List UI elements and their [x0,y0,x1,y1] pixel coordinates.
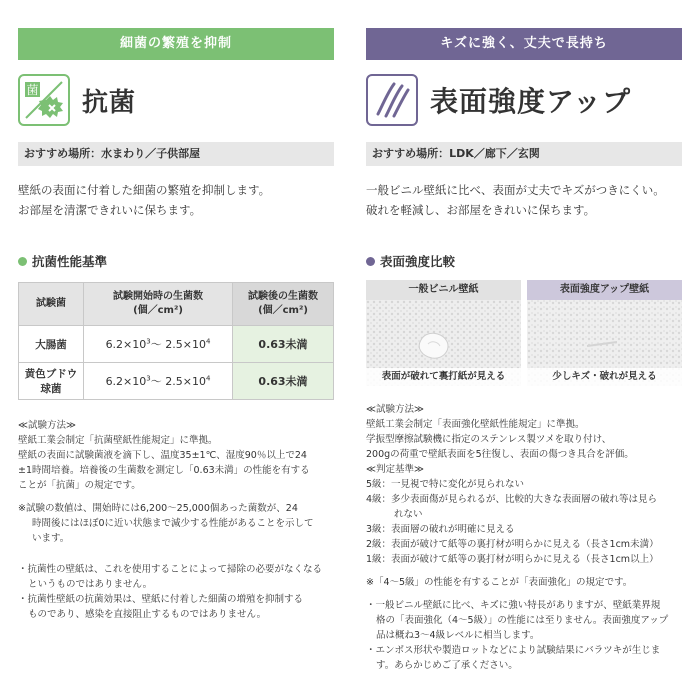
sample-caption: 少しキズ・破れが見える [527,368,682,386]
bullet-dot-icon [18,257,27,266]
header-unit: (個／cm²) [133,305,183,316]
bullet-line: 格の「表面強化（4～5級）」の性能には至りません。表面強度アップ [376,615,669,626]
bacteria-name: 黄色ブドウ球菌 [19,363,84,400]
sample-header: 表面強度アップ壁紙 [527,280,682,300]
header-text: 試験開始時の生菌数 [113,291,203,302]
bullet-line: 品は概ね3～4級レベルに相当します。 [376,630,540,641]
note-line: 時間後にはほぼ0に近い状態まで減少する性能があることを示して [32,518,314,529]
header-unit: (個／cm²) [258,305,308,316]
section-title: 表面強度比較 [380,254,456,269]
method-line: 200gの荷重で壁紙表面を5往復し、表面の傷つき具合を評価。 [366,449,634,460]
surface-compare [366,280,682,386]
method-line: ±1時間培養。培養後の生菌数を測定し「0.63未満」の性能を有する [18,465,310,476]
sample-strength-up [527,280,682,386]
start-count: $6.2\times 10^3\sim$ $2.5\times 10^4$ [84,326,233,363]
antibacterial-column [18,0,334,622]
surface-strength-title-row [366,72,682,128]
table-row [19,326,334,363]
bullet-line: ・エンボス形状や製造ロットなどにより試験結果にバラツキが生じま [366,645,661,656]
grade-line: 2級：表面が破けて紙等の裏打材が明らかに見える（長さ1cm未満） [366,539,659,550]
after-count: 0.63未満 [233,363,334,400]
method-heading: ≪試験方法≫ [366,404,424,415]
header-text: 試験後の生菌数 [248,291,318,302]
bullet-dot-icon [366,257,375,266]
bullet-line: す。あらかじめご了承ください。 [376,660,518,671]
table-row [19,363,334,400]
grade-line: 4級：多少表面傷が見られるが、比較的大きな表面層の破れ等は見ら [366,494,658,505]
note-line: います。 [32,533,70,544]
surface-strength-notes [366,402,682,673]
surface-strength-recommend: おすすめ場所：LDK／廊下／玄関 [366,142,682,166]
surface-strength-column [366,0,682,673]
method-line: 壁紙工業会制定「表面強化壁紙性能規定」に準拠。 [366,419,585,430]
desc-line: 壁紙の表面に付着した細菌の繁殖を抑制します。 [18,183,271,197]
desc-line: 破れを軽減し、お部屋をきれいに保ちます。 [366,203,596,217]
scratch-icon [366,74,418,126]
grade-line: 1級：表面が破けて紙等の裏打材が明らかに見える（長さ1cm以上） [366,554,659,565]
grade-line: れない [394,509,423,520]
bullet-line: ・抗菌性壁紙の抗菌効果は、壁紙に付着した細菌の増殖を抑制する [18,594,304,605]
surface-strength-banner: キズに強く、丈夫で長持ち [366,28,682,60]
desc-line: お部屋を清潔できれいに保ちます。 [18,203,202,217]
bullet-line: ・抗菌性の壁紙は、これを使用することによって掃除の必要がなくなる [18,564,323,575]
sample-header: 一般ビニル壁紙 [366,280,521,300]
antibacterial-icon-label: 菌 [26,83,39,97]
section-title: 抗菌性能基準 [32,254,108,269]
header-test-bacteria: 試験菌 [19,283,84,326]
table-header-row [19,283,334,326]
method-line: ことが「抗菌」の規定です。 [18,480,141,491]
bacteria-name: 大腸菌 [19,326,84,363]
note-line: ※「4～5級」の性能を有することが「表面強化」の規定です。 [366,577,633,588]
desc-line: 一般ビニル壁紙に比べ、表面が丈夫でキズがつきにくい。 [366,183,665,197]
method-line: 壁紙の表面に試験菌液を滴下し、温度35±1℃、湿度90％以上で24 [18,450,307,461]
note-line: ※試験の数値は、開始時には6,200～25,000個あった菌数が、24 [18,503,298,514]
antibacterial-table [18,282,334,400]
method-line: 壁紙工業会制定「抗菌壁紙性能規定」に準拠。 [18,435,218,446]
bullet-line: というものではありません。 [28,579,153,590]
method-heading: ≪試験方法≫ [18,420,76,431]
surface-strength-description [366,180,682,220]
after-count: 0.63未満 [233,326,334,363]
header-after-count [233,283,334,326]
antibacterial-title: 抗菌 [82,87,137,118]
sample-image-scratched [527,300,682,386]
antibacterial-recommend: おすすめ場所：水まわり／子供部屋 [18,142,334,166]
header-start-count [84,283,233,326]
surface-strength-compare-heading [366,252,682,270]
bullet-line: ・一般ビニル壁紙に比べ、キズに強い特長がありますが、壁紙業界規 [366,600,661,611]
start-count: $6.2\times 10^3\sim$ $2.5\times 10^4$ [84,363,233,400]
antibacterial-banner: 細菌の繁殖を抑制 [18,28,334,60]
surface-strength-title: 表面強度アップ [430,85,632,118]
sample-standard-vinyl [366,280,521,386]
sample-caption: 表面が破れて裏打紙が見える [366,368,521,386]
sample-image-torn [366,300,521,386]
antibacterial-icon [18,74,70,126]
antibacterial-standard-heading [18,252,334,270]
grade-line: 3級：表面層の破れが明確に見える [366,524,515,535]
bullet-line: ものであり、感染を直接阻止するものではありません。 [28,609,267,620]
antibacterial-description [18,180,334,220]
antibacterial-title-row [18,72,334,128]
method-line: 学振型摩擦試験機に指定のステンレス製ツメを取り付け、 [366,434,612,445]
antibacterial-notes [18,418,334,622]
grade-heading: ≪判定基準≫ [366,464,424,475]
grade-line: 5級：一見視で特に変化が見られない [366,479,525,490]
